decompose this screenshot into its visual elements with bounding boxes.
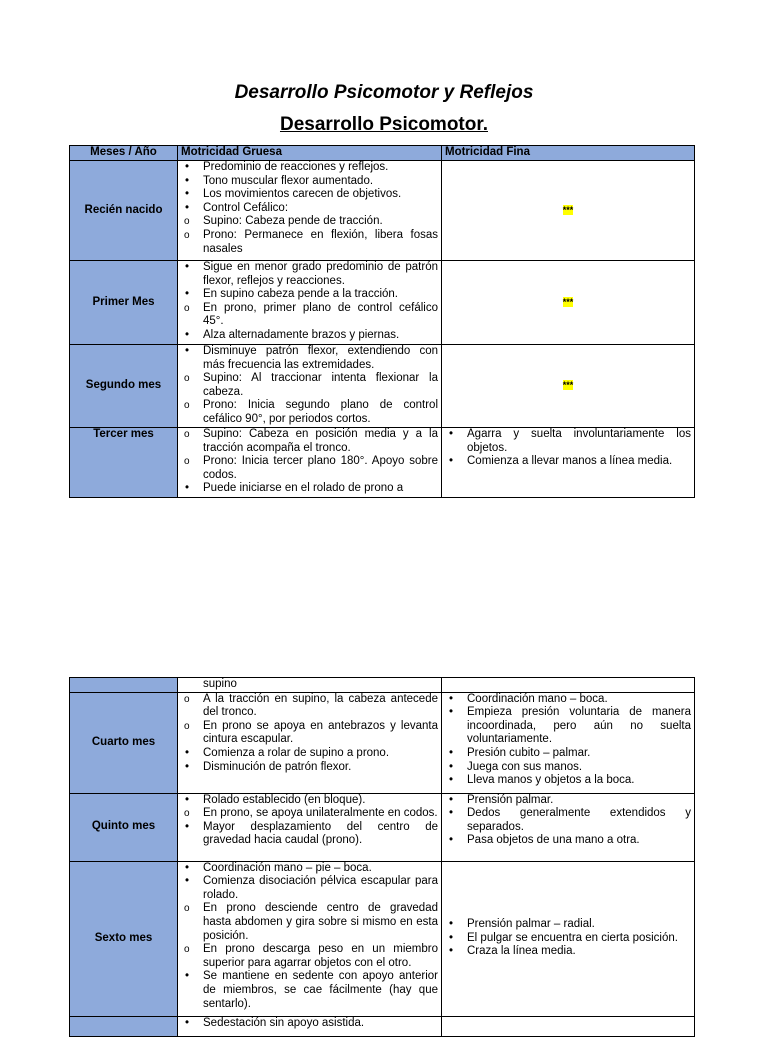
list-item: • Coordinación mano – boca. — [445, 693, 691, 707]
fine-motor-cell — [442, 793, 695, 861]
list-item: • Prensión palmar – radial. — [445, 918, 691, 932]
bullet-list — [181, 345, 438, 427]
list-item: • Prensión palmar. — [445, 794, 691, 808]
table-row — [70, 678, 695, 693]
list-item: • Tono muscular flexor aumentado. — [181, 175, 438, 189]
bullet-list — [181, 261, 438, 343]
list-item: o En prono desciende centro de gravedad hasta abdomen y gira sobre si mismo en esta posición. — [181, 902, 438, 943]
bullet-list — [181, 161, 438, 256]
month-cell: Segundo mes — [70, 345, 178, 428]
fine-motor-cell — [442, 678, 695, 693]
list-item: • Presión cubito – palmar. — [445, 747, 691, 761]
list-item: • Pasa objetos de una mano a otra. — [445, 834, 691, 848]
table-row — [70, 1016, 695, 1036]
gross-motor-cell — [178, 861, 442, 1016]
section-title: Desarrollo Psicomotor. — [279, 114, 488, 135]
table-row — [70, 345, 695, 428]
list-item: o Supino: Al traccionar intenta flexionar la cabeza. — [181, 372, 438, 399]
list-item: o Prono: Inicia segundo plano de control cefálico 90°, por periodos cortos. — [181, 399, 438, 426]
list-item: • Mayor desplazamiento del centro de gravedad hacia caudal (prono). — [181, 821, 438, 848]
list-item: • Sigue en menor grado predominio de patrón flexor, reflejos y reacciones. — [181, 261, 438, 288]
bullet-list — [445, 918, 691, 959]
header-gross-motor: Motricidad Gruesa — [178, 146, 442, 161]
list-item: • Rolado establecido (en bloque). — [181, 794, 438, 808]
bullet-list — [445, 428, 691, 469]
table-header-row — [70, 146, 695, 161]
header-fine-motor: Motricidad Fina — [442, 146, 695, 161]
list-item: • Empieza presión voluntaria de manera incoordinada, pero aún no suelta voluntariamente. — [445, 706, 691, 747]
table-row — [70, 861, 695, 1016]
bullet-list — [181, 862, 438, 1012]
document-title: Desarrollo Psicomotor y Reflejos — [234, 82, 534, 103]
list-item: • Craza la línea media. — [445, 945, 691, 959]
list-item: • Agarra y suelta involuntariamente los objetos. — [445, 428, 691, 455]
bullet-list — [445, 693, 691, 788]
fine-motor-cell — [442, 428, 695, 498]
list-item: o Prono: Permanece en flexión, libera fosas nasales — [181, 229, 438, 256]
list-item: o En prono, se apoya unilateralmente en codos. — [181, 807, 438, 821]
gross-motor-cell — [178, 161, 442, 261]
table-row — [70, 428, 695, 498]
list-item: • El pulgar se encuentra en cierta posición. — [445, 932, 691, 946]
list-item: • Control Cefálico: — [181, 202, 438, 216]
list-item: o A la tracción en supino, la cabeza antecede del tronco. — [181, 693, 438, 720]
list-item: o En prono se apoya en antebrazos y levanta cintura escapular. — [181, 720, 438, 747]
bullet-list — [181, 1017, 438, 1031]
gross-motor-cell — [178, 428, 442, 498]
continuation-cell — [178, 678, 442, 693]
list-item: o Supino: Cabeza en posición media y a la tracción acompaña el tronco. — [181, 428, 438, 455]
list-item: o En prono, primer plano de control cefálico 45°. — [181, 302, 438, 329]
bullet-list — [445, 794, 691, 848]
list-item: • Puede iniciarse en el rolado de prono a — [181, 482, 438, 496]
list-item: • Los movimientos carecen de objetivos. — [181, 188, 438, 202]
bullet-list — [181, 794, 438, 848]
highlight-mark: *** — [562, 380, 574, 391]
list-item: • Comienza disociación pélvica escapular para rolado. — [181, 875, 438, 902]
list-item: o Prono: Inicia tercer plano 180°. Apoyo sobre codos. — [181, 455, 438, 482]
list-item: • Lleva manos y objetos a la boca. — [445, 774, 691, 788]
bullet-list — [181, 428, 438, 496]
list-item: • Sedestación sin apoyo asistida. — [181, 1017, 438, 1031]
development-table-continued — [69, 677, 695, 1037]
header-months: Meses / Año — [70, 146, 178, 161]
list-item: • Predominio de reacciones y reflejos. — [181, 161, 438, 175]
gross-motor-cell — [178, 1016, 442, 1036]
list-item: • Comienza a rolar de supino a prono. — [181, 747, 438, 761]
list-item: • Se mantiene en sedente con apoyo anterior de miembros, se cae fácilmente (hay que sentarlo). — [181, 970, 438, 1011]
highlight-mark: *** — [562, 296, 574, 307]
list-item: • Dedos generalmente extendidos y separados. — [445, 807, 691, 834]
development-table — [69, 145, 695, 498]
list-item: • Alza alternadamente brazos y piernas. — [181, 329, 438, 343]
gross-motor-cell — [178, 793, 442, 861]
month-cell: Cuarto mes — [70, 692, 178, 793]
list-item: • Disminuye patrón flexor, extendiendo con más frecuencia las extremidades. — [181, 345, 438, 372]
gross-motor-cell — [178, 345, 442, 428]
list-item: • Comienza a llevar manos a línea media. — [445, 455, 691, 469]
month-cell: Quinto mes — [70, 793, 178, 861]
table-row — [70, 161, 695, 261]
table-row — [70, 692, 695, 793]
continuation-text: supino — [203, 678, 237, 690]
fine-motor-cell — [442, 161, 695, 261]
month-cell — [70, 1016, 178, 1036]
month-cell: Primer Mes — [70, 261, 178, 345]
fine-motor-cell — [442, 1016, 695, 1036]
list-item: • Juega con sus manos. — [445, 761, 691, 775]
list-item: • En supino cabeza pende a la tracción. — [181, 288, 438, 302]
month-cell — [70, 678, 178, 693]
fine-motor-cell — [442, 861, 695, 1016]
fine-motor-cell — [442, 692, 695, 793]
bullet-list — [181, 693, 438, 775]
list-item: • Disminución de patrón flexor. — [181, 761, 438, 775]
table-row — [70, 793, 695, 861]
list-item: o En prono descarga peso en un miembro superior para agarrar objetos con el otro. — [181, 943, 438, 970]
gross-motor-cell — [178, 261, 442, 345]
table-row — [70, 261, 695, 345]
fine-motor-cell — [442, 345, 695, 428]
list-item: o Supino: Cabeza pende de tracción. — [181, 215, 438, 229]
list-item: • Coordinación mano – pie – boca. — [181, 862, 438, 876]
highlight-mark: *** — [562, 204, 574, 215]
month-cell: Recién nacido — [70, 161, 178, 261]
gross-motor-cell — [178, 692, 442, 793]
month-cell: Sexto mes — [70, 861, 178, 1016]
fine-motor-cell — [442, 261, 695, 345]
month-cell: Tercer mes — [70, 428, 178, 498]
